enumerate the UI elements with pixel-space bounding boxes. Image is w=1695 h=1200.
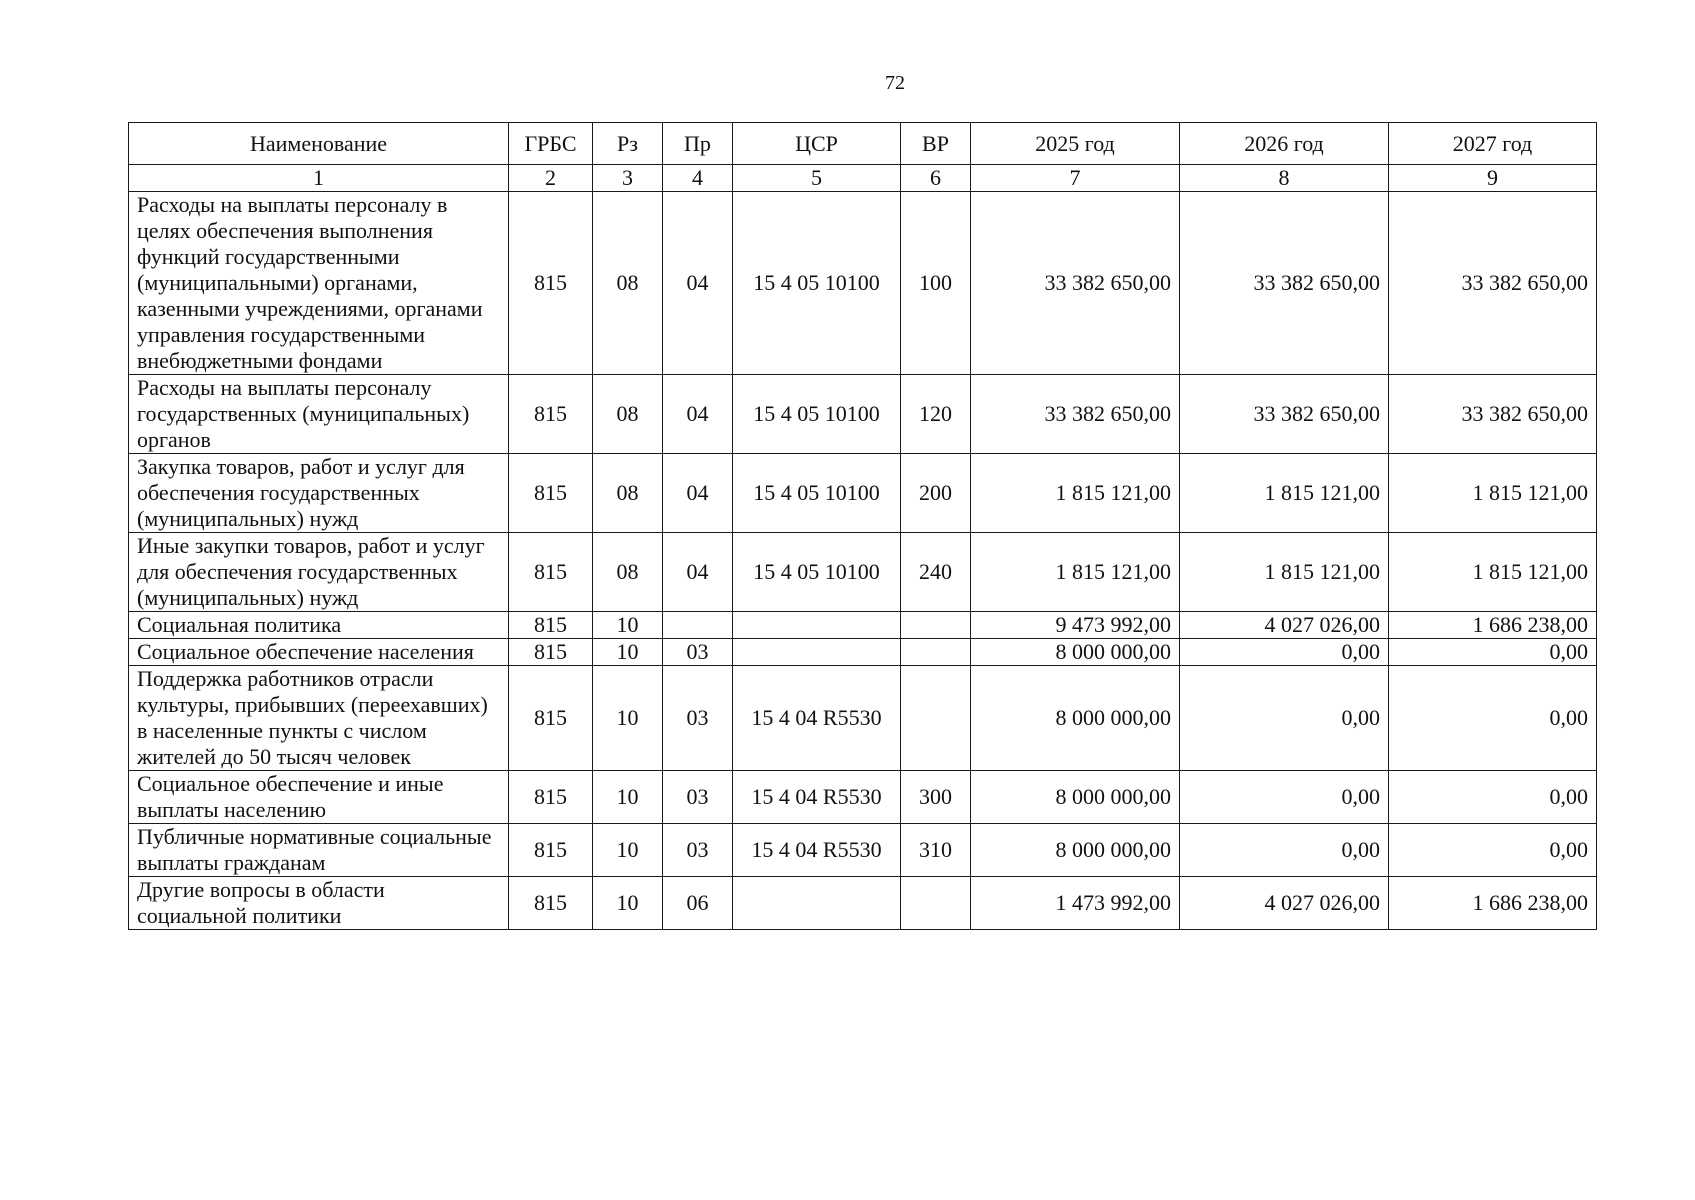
row-2026: 33 382 650,00 xyxy=(1180,192,1389,375)
table-row xyxy=(129,639,1597,666)
column-number: 5 xyxy=(733,165,901,192)
header-pr: Пр xyxy=(663,123,733,165)
row-pr: 06 xyxy=(663,877,733,930)
header-vr: ВР xyxy=(901,123,971,165)
row-pr: 03 xyxy=(663,824,733,877)
row-grbs: 815 xyxy=(509,771,593,824)
column-number: 4 xyxy=(663,165,733,192)
row-grbs: 815 xyxy=(509,639,593,666)
row-2026: 4 027 026,00 xyxy=(1180,877,1389,930)
row-pr xyxy=(663,612,733,639)
row-2025: 1 815 121,00 xyxy=(971,533,1180,612)
budget-table xyxy=(128,122,1597,930)
row-2027: 33 382 650,00 xyxy=(1389,192,1597,375)
row-rz: 08 xyxy=(593,454,663,533)
row-vr xyxy=(901,639,971,666)
row-csr xyxy=(733,639,901,666)
column-number: 6 xyxy=(901,165,971,192)
table-row xyxy=(129,612,1597,639)
header-2025: 2025 год xyxy=(971,123,1180,165)
table-row xyxy=(129,877,1597,930)
table-row xyxy=(129,192,1597,375)
column-number-row xyxy=(129,165,1597,192)
row-csr xyxy=(733,877,901,930)
row-grbs: 815 xyxy=(509,375,593,454)
row-name: Поддержка работников отрасли культуры, прибывших (переехавших) в населенные пункты с числом жителей до 50 тысяч человек xyxy=(129,666,509,771)
row-2027: 1 815 121,00 xyxy=(1389,533,1597,612)
table-row xyxy=(129,454,1597,533)
row-name: Социальное обеспечение и иные выплаты населению xyxy=(129,771,509,824)
row-2027: 0,00 xyxy=(1389,824,1597,877)
row-2027: 0,00 xyxy=(1389,771,1597,824)
row-2027: 33 382 650,00 xyxy=(1389,375,1597,454)
table-row xyxy=(129,533,1597,612)
row-2025: 33 382 650,00 xyxy=(971,375,1180,454)
row-2025: 8 000 000,00 xyxy=(971,639,1180,666)
row-vr: 200 xyxy=(901,454,971,533)
row-csr: 15 4 05 10100 xyxy=(733,375,901,454)
row-csr: 15 4 04 R5530 xyxy=(733,666,901,771)
row-pr: 03 xyxy=(663,666,733,771)
row-pr: 03 xyxy=(663,639,733,666)
row-2026: 0,00 xyxy=(1180,639,1389,666)
header-2027: 2027 год xyxy=(1389,123,1597,165)
row-name: Публичные нормативные социальные выплаты гражданам xyxy=(129,824,509,877)
page-number: 72 xyxy=(885,72,905,94)
row-2026: 4 027 026,00 xyxy=(1180,612,1389,639)
header-csr: ЦСР xyxy=(733,123,901,165)
header-2026: 2026 год xyxy=(1180,123,1389,165)
row-name: Расходы на выплаты персоналу в целях обеспечения выполнения функций государственными (муниципальными) органами, казенными учреждениями, органами управления государственными внебюджетными фондами xyxy=(129,192,509,375)
row-name: Закупка товаров, работ и услуг для обеспечения государственных (муниципальных) нужд xyxy=(129,454,509,533)
row-2026: 0,00 xyxy=(1180,666,1389,771)
row-vr: 240 xyxy=(901,533,971,612)
row-2026: 1 815 121,00 xyxy=(1180,533,1389,612)
row-name: Расходы на выплаты персоналу государственных (муниципальных) органов xyxy=(129,375,509,454)
row-2026: 1 815 121,00 xyxy=(1180,454,1389,533)
row-rz: 10 xyxy=(593,639,663,666)
row-rz: 10 xyxy=(593,771,663,824)
table-row xyxy=(129,824,1597,877)
row-grbs: 815 xyxy=(509,192,593,375)
header-rz: Рз xyxy=(593,123,663,165)
row-rz: 10 xyxy=(593,612,663,639)
row-rz: 08 xyxy=(593,533,663,612)
row-csr: 15 4 05 10100 xyxy=(733,454,901,533)
column-number: 2 xyxy=(509,165,593,192)
row-grbs: 815 xyxy=(509,666,593,771)
header-name: Наименование xyxy=(129,123,509,165)
row-2025: 8 000 000,00 xyxy=(971,666,1180,771)
row-rz: 10 xyxy=(593,666,663,771)
row-vr: 310 xyxy=(901,824,971,877)
row-2027: 0,00 xyxy=(1389,639,1597,666)
column-number: 1 xyxy=(129,165,509,192)
header-grbs: ГРБС xyxy=(509,123,593,165)
column-number: 8 xyxy=(1180,165,1389,192)
row-2025: 9 473 992,00 xyxy=(971,612,1180,639)
row-2027: 1 815 121,00 xyxy=(1389,454,1597,533)
row-2025: 33 382 650,00 xyxy=(971,192,1180,375)
row-rz: 08 xyxy=(593,375,663,454)
row-vr: 120 xyxy=(901,375,971,454)
row-2025: 8 000 000,00 xyxy=(971,824,1180,877)
header-row xyxy=(129,123,1597,165)
row-2027: 1 686 238,00 xyxy=(1389,877,1597,930)
row-pr: 04 xyxy=(663,533,733,612)
row-vr: 100 xyxy=(901,192,971,375)
row-csr: 15 4 05 10100 xyxy=(733,533,901,612)
row-pr: 03 xyxy=(663,771,733,824)
row-name: Иные закупки товаров, работ и услуг для обеспечения государственных (муниципальных) нужд xyxy=(129,533,509,612)
row-2027: 1 686 238,00 xyxy=(1389,612,1597,639)
row-2027: 0,00 xyxy=(1389,666,1597,771)
row-name: Социальная политика xyxy=(129,612,509,639)
column-number: 9 xyxy=(1389,165,1597,192)
row-grbs: 815 xyxy=(509,454,593,533)
row-name: Социальное обеспечение населения xyxy=(129,639,509,666)
table-row xyxy=(129,375,1597,454)
row-2026: 0,00 xyxy=(1180,771,1389,824)
row-vr: 300 xyxy=(901,771,971,824)
row-pr: 04 xyxy=(663,192,733,375)
row-csr: 15 4 04 R5530 xyxy=(733,771,901,824)
row-grbs: 815 xyxy=(509,533,593,612)
row-grbs: 815 xyxy=(509,824,593,877)
column-number: 7 xyxy=(971,165,1180,192)
row-2025: 1 473 992,00 xyxy=(971,877,1180,930)
row-csr: 15 4 05 10100 xyxy=(733,192,901,375)
row-csr xyxy=(733,612,901,639)
row-2025: 8 000 000,00 xyxy=(971,771,1180,824)
row-2026: 33 382 650,00 xyxy=(1180,375,1389,454)
row-pr: 04 xyxy=(663,454,733,533)
row-csr: 15 4 04 R5530 xyxy=(733,824,901,877)
row-rz: 08 xyxy=(593,192,663,375)
row-vr xyxy=(901,612,971,639)
row-rz: 10 xyxy=(593,877,663,930)
row-pr: 04 xyxy=(663,375,733,454)
row-vr xyxy=(901,666,971,771)
table-row xyxy=(129,771,1597,824)
row-2025: 1 815 121,00 xyxy=(971,454,1180,533)
row-vr xyxy=(901,877,971,930)
table-row xyxy=(129,666,1597,771)
row-name: Другие вопросы в области социальной политики xyxy=(129,877,509,930)
row-rz: 10 xyxy=(593,824,663,877)
row-grbs: 815 xyxy=(509,612,593,639)
row-grbs: 815 xyxy=(509,877,593,930)
column-number: 3 xyxy=(593,165,663,192)
row-2026: 0,00 xyxy=(1180,824,1389,877)
